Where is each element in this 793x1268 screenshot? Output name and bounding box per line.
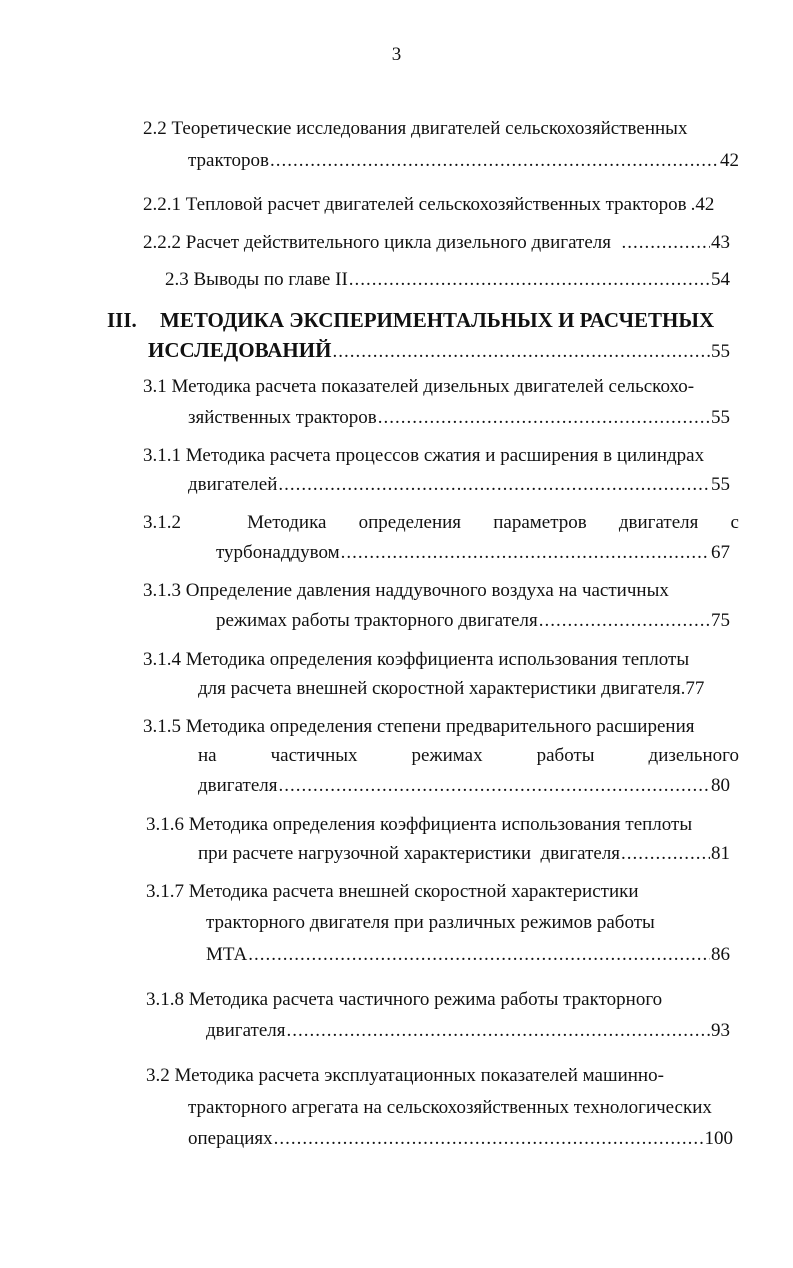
toc-entry-word: работы	[536, 745, 595, 766]
toc-page-number: 67	[711, 542, 730, 563]
toc-entry-text: тракторного двигателя при различных режимов работы	[206, 912, 655, 933]
chapter-number: III.	[107, 308, 137, 332]
toc-entry-text: МТА	[206, 944, 248, 965]
toc-entry-text: 2.2.1 Тепловой расчет двигателей сельскохозяйственных тракторов	[143, 194, 687, 215]
chapter-title-line1[interactable]	[160, 305, 739, 335]
toc-page-number: 75	[711, 610, 730, 631]
toc-entry-3-1-6-line2[interactable]	[198, 839, 730, 869]
toc-entry-3-1-8-line2[interactable]	[206, 1016, 730, 1046]
toc-entry-text: зяйственных тракторов	[188, 407, 377, 428]
toc-entry-3-1-2-line1	[143, 508, 739, 538]
chapter-title-text: ИССЛЕДОВАНИЙ	[148, 338, 332, 362]
toc-page-number: 42	[720, 150, 739, 171]
leader-dots	[378, 403, 710, 433]
toc-page-number: 81	[711, 843, 730, 864]
toc-page-number: 54	[711, 269, 730, 290]
toc-entry-word: с	[730, 512, 739, 533]
toc-entry-3-1-3-line2[interactable]	[216, 606, 730, 636]
toc-entry-3-1-8-line1	[146, 985, 739, 1015]
toc-entry-text: операциях	[188, 1128, 273, 1149]
leader-dots	[248, 940, 710, 970]
toc-entry-3-1-5-line1	[143, 712, 739, 742]
leader-dots	[621, 839, 710, 869]
toc-entry-2-2-line1	[143, 114, 739, 144]
toc-entry-text: 3.1.4 Методика определения коэффициента использования теплоты	[143, 649, 690, 670]
toc-page-number: 55	[711, 407, 730, 428]
toc-entry-3-1-6-line1	[146, 810, 739, 840]
toc-entry-text: 3.1.8 Методика расчета частичного режима работы тракторного	[146, 989, 663, 1010]
toc-entry-3-1-5-line3[interactable]	[198, 771, 730, 801]
toc-entry-text: двигателя	[198, 775, 278, 796]
leader-dots	[278, 470, 710, 500]
toc-entry-3-1-1-line1	[143, 441, 739, 471]
leader-dots	[274, 1124, 704, 1154]
toc-entry-3-1-2-line2[interactable]	[216, 538, 730, 568]
toc-entry-3-1-5-line2	[198, 741, 739, 771]
toc-entry-word: параметров	[493, 512, 587, 533]
toc-entry-text: 2.3 Выводы по главе II	[165, 269, 348, 290]
toc-entry-number: 3.1.2	[143, 512, 181, 533]
toc-entry-word: Методика	[247, 512, 327, 533]
leader-dots	[279, 771, 711, 801]
toc-entry-word: на	[198, 745, 217, 766]
toc-page-number: 77	[685, 678, 705, 699]
toc-entry-2-2-1[interactable]	[143, 190, 739, 220]
toc-entry-text: 2.2.2 Расчет действительного цикла дизельного двигателя	[143, 232, 621, 253]
toc-page-number: 55	[711, 341, 730, 362]
toc-entry-text: при расчете нагрузочной характеристики двигателя	[198, 843, 621, 864]
toc-entry-text: 3.1.7 Методика расчета внешней скоростной характеристики	[146, 881, 639, 902]
toc-page-number: 86	[711, 944, 730, 965]
leader-dots	[539, 606, 710, 636]
toc-entry-3-2-line1	[146, 1061, 739, 1091]
toc-entry-3-1-7-line3[interactable]	[206, 940, 730, 970]
leader-dots	[341, 538, 710, 568]
toc-entry-3-1-line2[interactable]	[188, 403, 730, 433]
toc-entry-word: дизельного	[648, 745, 739, 766]
toc-entry-text: 3.1.1 Методика расчета процессов сжатия и расширения в цилиндрах	[143, 445, 705, 466]
toc-page-number: 80	[711, 775, 730, 796]
leader-dots	[287, 1016, 711, 1046]
toc-entry-word: определения	[358, 512, 462, 533]
page-number: 3	[391, 44, 402, 65]
toc-entry-text: режимах работы тракторного двигателя	[216, 610, 538, 631]
toc-entry-text: 3.1.3 Определение давления наддувочного воздуха на частичных	[143, 580, 669, 601]
toc-entry-text: 3.1.6 Методика определения коэффициента использования теплоты	[146, 814, 693, 835]
chapter-title-line2[interactable]	[148, 335, 730, 365]
toc-entry-3-1-1-line2[interactable]	[188, 470, 730, 500]
leader-dots	[270, 146, 719, 176]
leader-dots	[332, 337, 710, 367]
toc-page-number: 93	[711, 1020, 730, 1041]
toc-entry-3-2-line3[interactable]	[188, 1124, 733, 1154]
toc-page-number: 43	[711, 232, 730, 253]
toc-entry-text: двигателей	[188, 474, 278, 495]
toc-entry-3-1-4-line2[interactable]	[198, 674, 730, 704]
toc-page-number: .42	[690, 194, 715, 215]
toc-entry-3-2-line2	[188, 1093, 739, 1123]
toc-entry-text: тракторов	[188, 150, 269, 171]
leader-dots	[349, 265, 710, 295]
toc-entry-text: тракторного агрегата на сельскохозяйственных технологических	[188, 1097, 712, 1118]
toc-page-number: 100	[704, 1128, 733, 1149]
toc-entry-3-1-7-line1	[146, 877, 739, 907]
toc-entry-3-1-3-line1	[143, 576, 739, 606]
toc-entry-3-1-7-line2	[206, 908, 739, 938]
toc-entry-word: двигателя	[618, 512, 699, 533]
toc-entry-text: 3.2 Методика расчета эксплуатационных показателей машинно-	[146, 1065, 664, 1086]
toc-entry-text: двигателя	[206, 1020, 286, 1041]
leader-dots	[622, 228, 711, 258]
toc-entry-text: турбонаддувом	[216, 542, 340, 563]
toc-entry-2-2-2[interactable]	[143, 228, 730, 258]
toc-entry-word: режимах	[411, 745, 483, 766]
toc-entry-text: 2.2 Теоретические исследования двигателей сельскохозяйственных	[143, 118, 688, 139]
toc-entry-2-3[interactable]	[165, 265, 730, 295]
toc-entry-text: 3.1.5 Методика определения степени предварительного расширения	[143, 716, 695, 737]
toc-entry-3-1-line1	[143, 372, 739, 402]
toc-page-number: 55	[711, 474, 730, 495]
toc-entry-text: 3.1 Методика расчета показателей дизельных двигателей сельскохо-	[143, 376, 695, 397]
chapter-title-text: МЕТОДИКА ЭКСПЕРИМЕНТАЛЬНЫХ И РАСЧЕТНЫХ	[160, 308, 715, 332]
toc-entry-word: частичных	[270, 745, 358, 766]
toc-entry-3-1-4-line1	[143, 645, 739, 675]
toc-entry-2-2-line2[interactable]	[188, 146, 739, 176]
toc-entry-text: для расчета внешней скоростной характеристики двигателя.	[198, 678, 686, 699]
